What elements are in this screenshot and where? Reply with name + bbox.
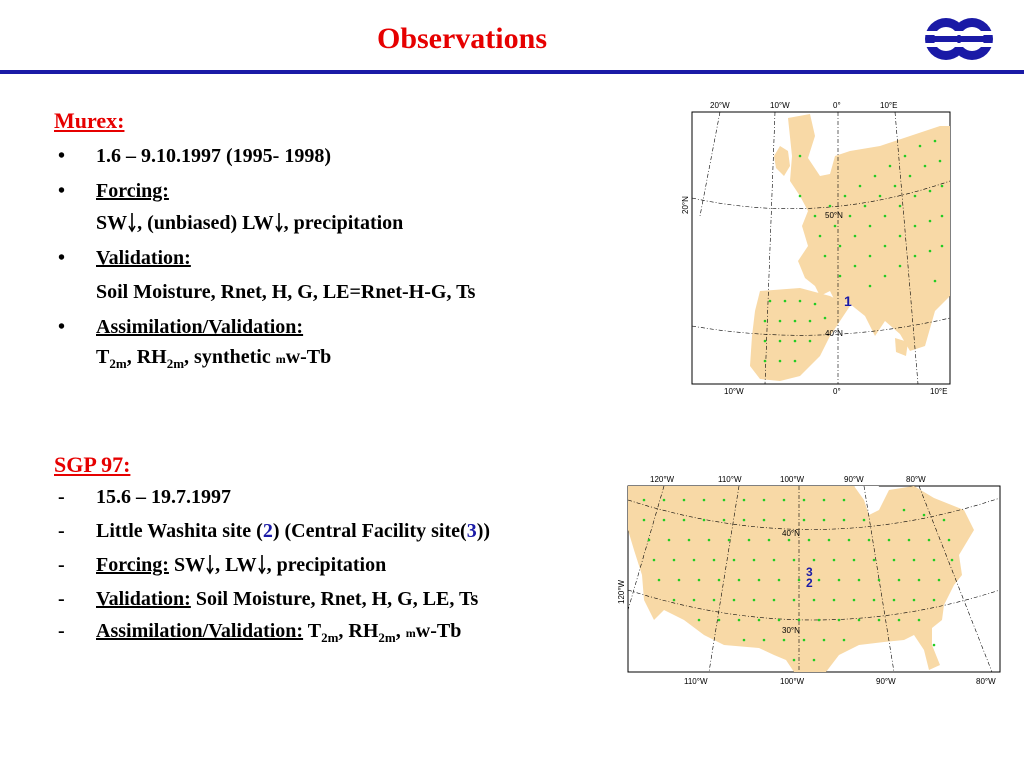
europe-map	[680, 96, 960, 400]
usa-lat-label: 30°N	[782, 626, 800, 635]
sgp-assim: Assimilation/Validation: $T_{2m}$, $RH_{2m}$, mw-Tb	[96, 620, 462, 645]
dash: -	[58, 620, 65, 642]
page-title: Observations	[376, 22, 547, 55]
title-divider	[0, 70, 1024, 74]
murex-forcing-label: Forcing:	[96, 180, 169, 202]
dash: -	[58, 486, 65, 508]
europe-top-label: 10°W	[770, 101, 790, 110]
europe-lat-label: 40°N	[825, 329, 843, 338]
bullet: •	[58, 145, 66, 167]
usa-bottom-label: 80°W	[976, 677, 996, 686]
sgp-forcing: Forcing: SW , LW , precipitation	[96, 554, 387, 576]
bullet: •	[58, 180, 66, 202]
europe-site-marker: 1	[844, 293, 852, 309]
dash: -	[58, 520, 65, 542]
europe-lat-label: 50°N	[825, 211, 843, 220]
down-arrow-icon	[127, 213, 137, 233]
usa-site-marker-2: 2	[806, 576, 813, 590]
down-arrow-icon	[205, 555, 215, 575]
europe-bottom-label: 10°W	[724, 387, 744, 396]
murex-validation-text: Soil Moisture, Rnet, H, G, LE=Rnet-H-G, Ts	[96, 281, 476, 303]
sgp-heading: SGP 97:	[54, 452, 131, 477]
sgp-site: Little Washita site (2) (Central Facility site(3))	[96, 520, 491, 542]
murex-assim-label: Assimilation/Validation:	[96, 316, 304, 338]
usa-bottom-label: 90°W	[876, 677, 896, 686]
bullet: •	[58, 316, 66, 338]
murex-dates: 1.6 – 9.10.1997 (1995- 1998)	[96, 145, 331, 167]
down-arrow-icon	[257, 555, 267, 575]
dash: -	[58, 554, 65, 576]
usa-site-marker-3: 3	[806, 565, 813, 579]
europe-bottom-label: 0°	[833, 387, 841, 396]
usa-top-label: 100°W	[780, 475, 805, 484]
murex-validation-label: Validation:	[96, 247, 191, 269]
europe-top-label: 0°	[833, 101, 841, 110]
europe-top-label: 10°E	[880, 101, 898, 110]
murex-heading: Murex:	[54, 108, 125, 133]
usa-top-label: 110°W	[718, 475, 742, 484]
europe-top-label: 20°W	[710, 101, 730, 110]
usa-side-label: 120°W	[617, 579, 626, 604]
bullet: •	[58, 247, 66, 269]
down-arrow-icon	[274, 213, 284, 233]
murex-assim-text: $T_{2m}$, $RH_{2m}$, synthetic mw-Tb	[96, 346, 332, 371]
usa-top-label: 80°W	[906, 475, 926, 484]
dash: -	[58, 588, 65, 610]
usa-bottom-label: 100°W	[780, 677, 805, 686]
usa-bottom-label: 110°W	[684, 677, 708, 686]
europe-bottom-label: 10°E	[930, 387, 948, 396]
europe-side-label: 20°N	[681, 196, 690, 214]
ecmwf-logo-icon	[922, 14, 996, 64]
murex-forcing-text: SW , (unbiased) LW , precipitation	[96, 212, 404, 234]
usa-lat-label: 40°N	[782, 529, 800, 538]
usa-map	[614, 470, 1008, 692]
usa-top-label: 120°W	[650, 475, 675, 484]
usa-top-label: 90°W	[844, 475, 864, 484]
sgp-validation: Validation: Soil Moisture, Rnet, H, G, LE, Ts	[96, 588, 479, 610]
sgp-dates: 15.6 – 19.7.1997	[96, 486, 231, 508]
